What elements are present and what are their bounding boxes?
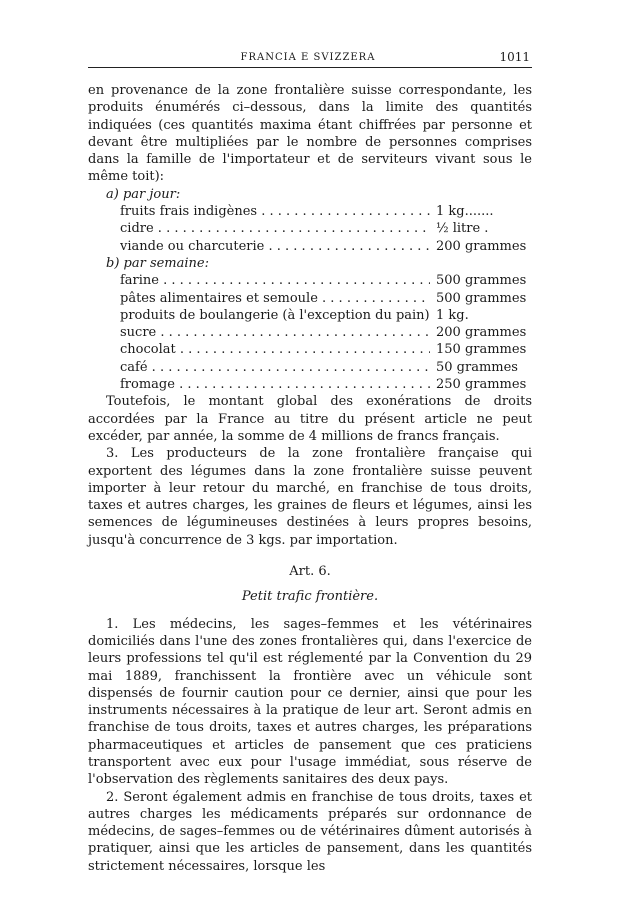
- page-body: [88, 82, 532, 875]
- item-quantity: 200 grammes: [436, 325, 527, 341]
- list-item: [88, 238, 532, 255]
- item-name: sucre . . .: [120, 324, 430, 341]
- list-item: [88, 220, 532, 237]
- list-b: [88, 272, 532, 393]
- header-rule: [88, 67, 532, 68]
- list-b-heading: b) par semaine:: [106, 255, 209, 271]
- toutefois-paragraph: Toutefois, le montant global des exonérations de droits accordées par la France au titre du présent article ne peut excéder, par année, la somme de 4 millions de francs français.: [88, 394, 532, 444]
- article-subtitle: Petit trafic frontière.: [241, 589, 379, 605]
- page-number: 1011: [499, 50, 530, 64]
- item-name: fruits frais indigènes . . .: [120, 203, 430, 220]
- item-quantity: 500 grammes: [436, 273, 527, 289]
- list-item: [88, 359, 532, 376]
- list-item: [88, 376, 532, 393]
- article-6-paragraph-1: 1. Les médecins, les sages–femmes et les vétérinaires domiciliés dans l'une des zones frontalières qui, dans l'exercice de leurs professions tel qu'il est réglementé par la Convention du 29 mai 1889, franchissent la frontière avec un véhicule sont dispensés de fournir caution pour ce dernier, ainsi que pour les instruments nécessaires à la pratique de leur art. Seront admis en franchise de tous droits, taxes et autres charges, les préparations pharmaceutiques et articles de pansement que ces praticiens transportent avec eux pour l'usage immédiat, sous réserve de l'observation des règlements sanitaires des deux pays.: [88, 616, 532, 788]
- list-a: [88, 203, 532, 255]
- item-quantity: 150 grammes: [436, 342, 527, 358]
- item-name: chocolat . . .: [120, 341, 430, 358]
- paragraph-3: 3. Les producteurs de la zone frontalière française qui exportent des légumes dans la zone frontalière suisse peuvent importer à leur retour du marché, en franchise de tous droits, taxes et autres charges, les graines de fleurs et légumes, ainsi les semences de légumineuses destinées à leurs propres besoins, jusqu'à concurrence de 3 kgs. par importation.: [88, 446, 532, 548]
- list-item: [88, 307, 532, 324]
- item-quantity: 200 grammes: [436, 238, 527, 254]
- list-item: [88, 272, 532, 289]
- item-name: produits de boulangerie (à l'exception du pain) . . .: [120, 307, 430, 324]
- article-6-paragraph-2: 2. Seront également admis en franchise de tous droits, taxes et autres charges les médicaments préparés sur ordonnance de médecins, de sages–femmes ou de vétérinaires dûment autorisés à pratiquer, ainsi que les articles de pansement, dans les quantités strictement nécessaires, lorsque les: [88, 789, 532, 874]
- list-a-heading: a) par jour:: [106, 186, 181, 202]
- list-item: [88, 203, 532, 220]
- item-quantity: 500 grammes: [436, 290, 527, 306]
- item-name: fromage . . .: [120, 376, 430, 393]
- item-name: viande ou charcuterie . . .: [120, 238, 430, 255]
- item-quantity: 250 grammes: [436, 377, 527, 393]
- item-name: farine . . .: [120, 272, 430, 289]
- item-quantity: ½ litre .: [436, 221, 489, 237]
- list-item: [88, 324, 532, 341]
- header-title: FRANCIA E SVIZZERA: [240, 52, 376, 63]
- item-name: cidre . . .: [120, 220, 430, 237]
- item-quantity: 1 kg.......: [436, 204, 494, 220]
- item-quantity: 1 kg.: [436, 307, 469, 323]
- item-name: pâtes alimentaires et semoule . . .: [120, 290, 430, 307]
- list-item: [88, 290, 532, 307]
- item-quantity: 50 grammes: [436, 359, 518, 375]
- item-name: café . . .: [120, 359, 430, 376]
- intro-paragraph: en provenance de la zone frontalière suisse correspondante, les produits énumérés ci–dessous, dans la limite des quantités indiquées (ces quantités maxima étant chiffrées par personne et devant être multipliées par le nombre de personnes comprises dans la famille de l'importateur et de serviteurs vivant sous le même toit):: [88, 83, 532, 185]
- article-title: Art. 6.: [289, 564, 331, 580]
- list-item: [88, 341, 532, 358]
